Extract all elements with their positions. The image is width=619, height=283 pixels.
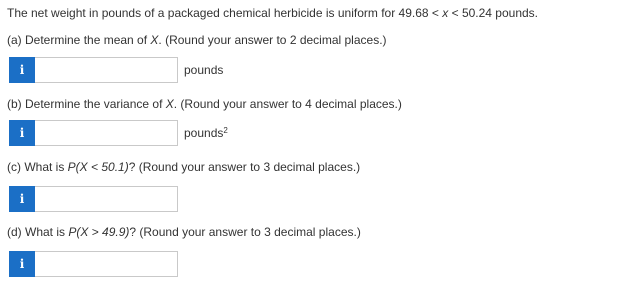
info-icon-glyph: i: [19, 192, 25, 206]
part-a-answer-input[interactable]: [35, 57, 178, 83]
part-b-question: [7, 97, 402, 111]
part-b-label-suffix: . (Round your answer to 4 decimal places.): [173, 97, 402, 111]
part-b-label-var: X: [165, 97, 174, 111]
part-d-label-suffix: ? (Round your answer to 3 decimal places.): [129, 225, 361, 239]
part-c-label-suffix: ? (Round your answer to 3 decimal places.): [128, 160, 361, 174]
info-icon-glyph: i: [19, 63, 25, 77]
info-icon[interactable]: [9, 120, 35, 146]
part-b-answer-row: [9, 120, 228, 146]
part-b-unit-text: pounds: [184, 126, 224, 140]
part-a-label-suffix: . (Round your answer to 2 decimal places.): [158, 33, 387, 47]
part-a-label-prefix: (a) Determine the mean of: [7, 33, 151, 47]
part-b-unit: [184, 126, 228, 140]
part-d-answer-row: [9, 251, 178, 277]
info-icon[interactable]: [9, 57, 35, 83]
part-d-label-var: P(X > 49.9): [68, 225, 130, 239]
info-icon-glyph: i: [19, 126, 25, 140]
problem-intro-var: x: [442, 6, 449, 20]
problem-statement: [7, 6, 538, 20]
info-icon[interactable]: [9, 251, 35, 277]
info-icon[interactable]: [9, 186, 35, 212]
part-c-label-var: P(X < 50.1): [67, 160, 129, 174]
part-a-label-var: X: [150, 33, 159, 47]
problem-intro-prefix: The net weight in pounds of a packaged chemical herbicide is uniform for 49.68 <: [7, 6, 443, 20]
part-b-answer-input[interactable]: [35, 120, 178, 146]
problem-intro-suffix: < 50.24 pounds.: [448, 6, 539, 20]
part-a-unit-text: pounds: [184, 63, 224, 77]
part-d-question: [7, 225, 361, 239]
part-c-answer-row: [9, 186, 178, 212]
part-c-label-prefix: (c) What is: [7, 160, 68, 174]
part-a-question: [7, 33, 387, 47]
part-d-label-prefix: (d) What is: [7, 225, 69, 239]
part-a-answer-row: [9, 57, 223, 83]
part-a-unit: [184, 63, 223, 77]
part-d-answer-input[interactable]: [35, 251, 178, 277]
part-c-answer-input[interactable]: [35, 186, 178, 212]
info-icon-glyph: i: [19, 257, 25, 271]
part-b-label-prefix: (b) Determine the variance of: [7, 97, 166, 111]
part-b-unit-exponent: 2: [223, 126, 228, 135]
part-c-question: [7, 160, 360, 174]
